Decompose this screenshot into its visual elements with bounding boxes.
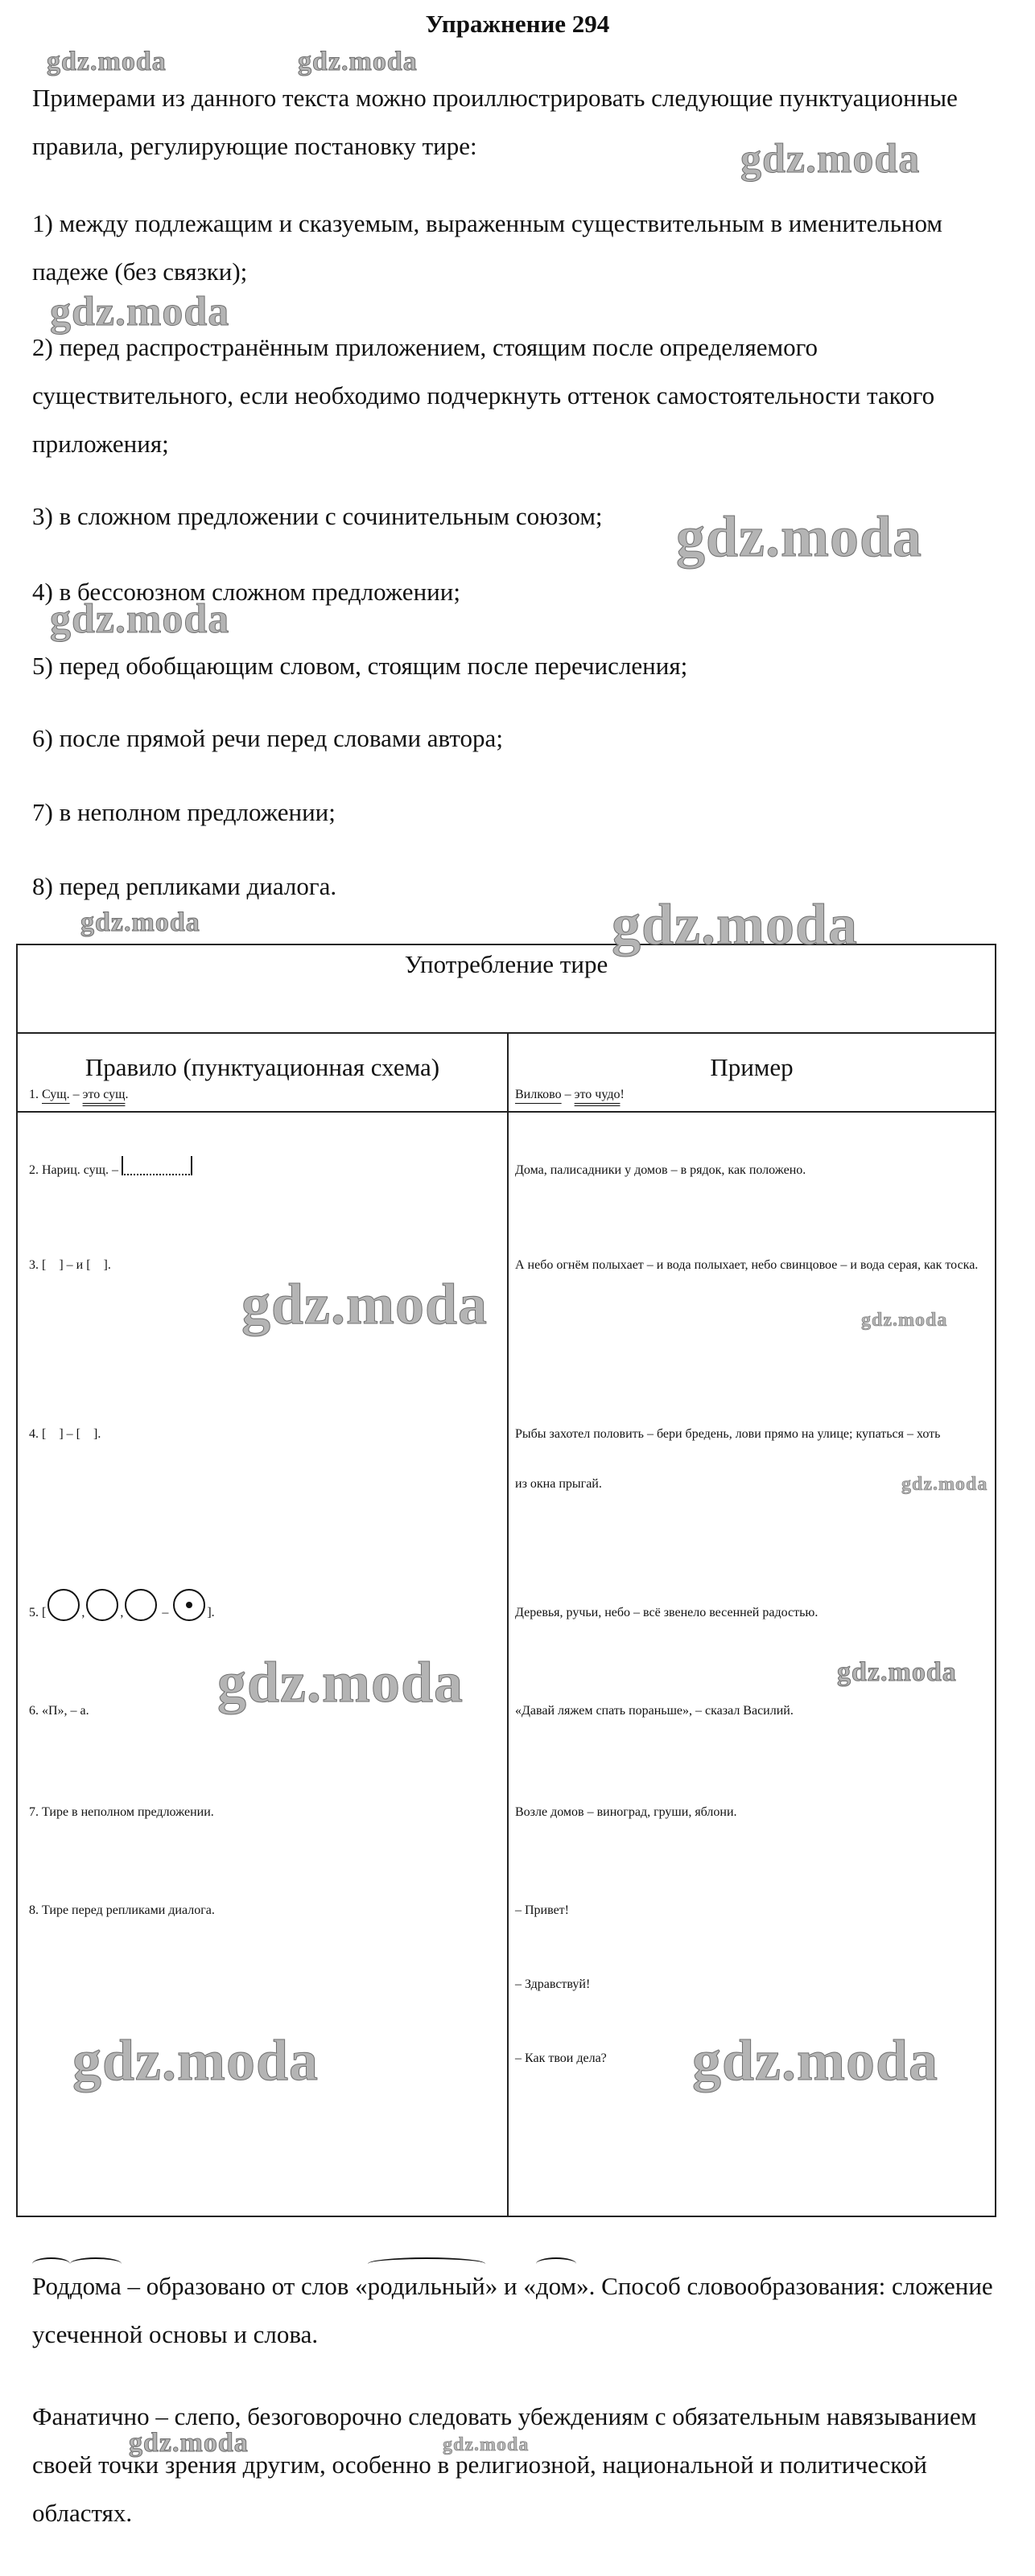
table-row-example-6: «Давай ляжем спать пораньше», – сказал Василий. xyxy=(515,1704,794,1718)
rule-item-7: 7) в неполном предложении; xyxy=(32,798,336,826)
column-header-rule: Правило (пунктуационная схема) xyxy=(17,1033,508,1112)
watermark: gdz.moda xyxy=(837,1657,957,1687)
table-row-rule-2: 2. Нариц. сущ. – xyxy=(29,1146,192,1195)
rule-item-2: 2) перед распространённым приложением, стоящим после определяемого существительного, если необходимо подчеркнуть оттенок самостоятельности такого приложения; xyxy=(32,333,935,458)
table-row-rule-8: 8. Тире перед репликами диалога. xyxy=(29,1903,215,1917)
watermark: gdz.moda xyxy=(80,907,200,937)
watermark: gdz.moda xyxy=(50,596,230,642)
dialog-line: – Здравствуй! xyxy=(515,1977,591,1991)
homogeneous-member-circle xyxy=(47,1589,80,1621)
watermark: gdz.moda xyxy=(47,47,167,76)
rule-item-4: 4) в бессоюзном сложном предложении; xyxy=(32,578,460,606)
table-row-example-7: Возле домов – виноград, груши, яблони. xyxy=(515,1805,737,1819)
table-row-rule-5: 5. [ , , – ]. xyxy=(29,1588,215,1638)
intro-paragraph: Примерами из данного текста можно проиллюстрировать следующие пунктуационные правила, регулирующие постановку тире: xyxy=(32,84,958,160)
dialog-line: – Привет! xyxy=(515,1903,569,1917)
rule-item-5: 5) перед обобщающим словом, стоящим после перечисления; xyxy=(32,652,688,680)
homogeneous-member-circle xyxy=(86,1589,118,1621)
table-row-rule-1: 1. Сущ. – это сущ. xyxy=(29,1088,129,1101)
watermark: gdz.moda xyxy=(901,1474,988,1495)
watermark: gdz.moda xyxy=(129,2428,249,2458)
dialog-line: – Как твои дела? xyxy=(515,2051,607,2065)
table-row-rule-3: 3. [ ] – и [ ]. xyxy=(29,1258,111,1272)
word-analysis-roddoma: Роддома – образовано от слов «родильный» и «дом». Способ словообразования: сложение усеченной основы и слова. xyxy=(32,2262,1006,2359)
generalizing-word-circle xyxy=(173,1589,205,1621)
rule-item-1: 1) между подлежащим и сказуемым, выраженным существительным в именительном падеже (без связки); xyxy=(32,209,942,286)
table-row-rule-4: 4. [ ] – [ ]. xyxy=(29,1427,101,1441)
homogeneous-member-circle xyxy=(125,1589,157,1621)
watermark: gdz.moda xyxy=(740,136,921,182)
watermark: gdz.moda xyxy=(50,289,230,335)
table-row-rule-7: 7. Тире в неполном предложении. xyxy=(29,1805,214,1819)
table-caption: Употребление тире xyxy=(17,944,996,1033)
page-title: Упражнение 294 xyxy=(425,10,610,38)
table-row-example-3: А небо огнём полыхает – и вода полыхает, небо свинцовое – и вода серая, как тоска. xyxy=(515,1258,979,1272)
rule-item-3: 3) в сложном предложении с сочинительным союзом; xyxy=(32,502,603,530)
watermark: gdz.moda xyxy=(443,2434,530,2455)
scheme-slot xyxy=(122,1156,192,1175)
table-row-example-4: Рыбы захотел половить – бери бредень, лови прямо на улице; купаться – хоть из окна прыгай. xyxy=(515,1427,941,1491)
table-row-example-5: Деревья, ручьи, небо – всё звенело весенней радостью. xyxy=(515,1606,819,1619)
table-row-example-2: Дома, палисадники у домов – в рядок, как положено. xyxy=(515,1163,806,1177)
watermark: gdz.moda xyxy=(241,1272,489,1336)
watermark: gdz.moda xyxy=(72,2028,320,2092)
word-definition-fanatichno: Фанатично – слепо, безоговорочно следовать убеждениям с обязательным навязыванием своей точки зрения другим, особенно в религиозной, национальной и политической областях. xyxy=(32,2402,977,2527)
watermark: gdz.moda xyxy=(692,2028,939,2092)
table-row-example-1: Вилково – это чудо! xyxy=(515,1088,625,1101)
table-row-rule-6: 6. «П», – а. xyxy=(29,1704,89,1718)
rule-item-6: 6) после прямой речи перед словами автора; xyxy=(32,724,503,752)
rule-item-8: 8) перед репликами диалога. xyxy=(32,872,337,900)
table-row-example-8 xyxy=(515,1886,607,2084)
watermark: gdz.moda xyxy=(298,47,418,76)
watermark: gdz.moda xyxy=(676,504,923,569)
dash-usage-table xyxy=(16,944,996,2217)
column-header-example: Пример xyxy=(508,1033,996,1112)
watermark: gdz.moda xyxy=(861,1310,948,1331)
watermark: gdz.moda xyxy=(217,1650,464,1714)
watermark: gdz.moda xyxy=(612,892,859,957)
